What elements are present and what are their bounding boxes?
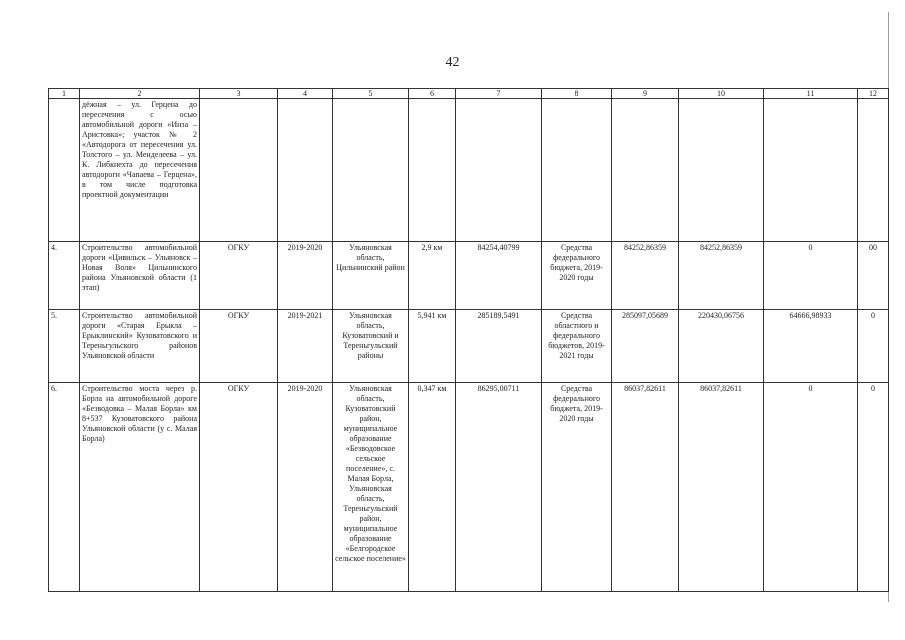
- amount-col9: 86037,82611: [612, 383, 679, 592]
- header-cell: 3: [200, 89, 278, 99]
- header-cell: 1: [49, 89, 80, 99]
- location: Ульяновская область, Цильнинский район: [333, 242, 409, 310]
- funding-source: Средства областного и федерального бюджетов, 2019-2021 годы: [542, 310, 612, 383]
- cost: 285189,5491: [456, 310, 542, 383]
- location: [333, 99, 409, 242]
- header-cell: 6: [409, 89, 456, 99]
- row-number: [49, 99, 80, 242]
- page-number: 42: [445, 55, 460, 70]
- header-cell: 9: [612, 89, 679, 99]
- table-row: [49, 242, 889, 310]
- length: 2,9 км: [409, 242, 456, 310]
- length: 0,347 км: [409, 383, 456, 592]
- object-name: Строительство моста через р. Борла на автомобильной дороге «Безводовка – Малая Борла» км 8+537 Кузоватовского района Ульяновской области (у с. Малая Борла): [80, 383, 200, 592]
- amount-col12: 00: [858, 242, 889, 310]
- row-number: 5.: [49, 310, 80, 383]
- amount-col11: 64666,98933: [764, 310, 858, 383]
- length: 5,941 км: [409, 310, 456, 383]
- customer: ОГКУ: [200, 310, 278, 383]
- period: 2019-2020: [278, 242, 333, 310]
- location: Ульяновская область, Кузоватовский и Тереньгульский районы: [333, 310, 409, 383]
- amount-col12: 0: [858, 310, 889, 383]
- funding-source: [542, 99, 612, 242]
- amount-col10: [679, 99, 764, 242]
- amount-col9: [612, 99, 679, 242]
- cost: 86295,00711: [456, 383, 542, 592]
- length: [409, 99, 456, 242]
- customer: ОГКУ: [200, 383, 278, 592]
- cost: 84254,40799: [456, 242, 542, 310]
- cost: [456, 99, 542, 242]
- customer: [200, 99, 278, 242]
- header-row: [49, 89, 889, 99]
- amount-col11: [764, 99, 858, 242]
- amount-col10: 86037,82611: [679, 383, 764, 592]
- header-cell: 11: [764, 89, 858, 99]
- amount-col12: [858, 99, 889, 242]
- amount-col12: 0: [858, 383, 889, 592]
- table-row: [49, 99, 889, 242]
- amount-col9: 285097,05689: [612, 310, 679, 383]
- period: 2019-2020: [278, 383, 333, 592]
- header-cell: 8: [542, 89, 612, 99]
- object-name: дёжная – ул. Герцена до пересечения с осью автомобильной дороги «Инза – Аристовка»; участок № 2 «Автодорога от пересечения ул. Толстого – ул. Менделеева – ул. К. Либкнехта до пересечения автодороги «Чапаева – Герцена», в том числе подготовка проектной документации: [80, 99, 200, 242]
- header-cell: 4: [278, 89, 333, 99]
- object-name: Строительство автомобильной дороги «Старая Ерыкла – Ерыклинский» Кузоватовского и Тереньгульского районов Ульяновской области: [80, 310, 200, 383]
- table-row: [49, 310, 889, 383]
- location: Ульяновская область, Кузоватовский район, муниципальное образование «Безводовское сельское поселение», с. Малая Борла, Ульяновская область, Тереньгульский район, муниципальное образование «Белгородское сельское поселение»: [333, 383, 409, 592]
- document-table: [48, 88, 889, 592]
- funding-source: Средства федерального бюджета, 2019-2020 годы: [542, 383, 612, 592]
- row-number: 6.: [49, 383, 80, 592]
- amount-col11: 0: [764, 242, 858, 310]
- header-cell: 2: [80, 89, 200, 99]
- period: [278, 99, 333, 242]
- header-cell: 5: [333, 89, 409, 99]
- customer: ОГКУ: [200, 242, 278, 310]
- amount-col11: 0: [764, 383, 858, 592]
- period: 2019-2021: [278, 310, 333, 383]
- amount-col9: 84252,86359: [612, 242, 679, 310]
- header-cell: 12: [858, 89, 889, 99]
- header-cell: 10: [679, 89, 764, 99]
- funding-source: Средства федерального бюджета, 2019-2020 годы: [542, 242, 612, 310]
- object-name: Строительство автомобильной дороги «Цивильск – Ульяновск – Новая Воля» Цильнинского района Ульяновской области (1 этап): [80, 242, 200, 310]
- header-cell: 7: [456, 89, 542, 99]
- row-number: 4.: [49, 242, 80, 310]
- amount-col10: 84252,86359: [679, 242, 764, 310]
- amount-col10: 220430,06756: [679, 310, 764, 383]
- table-row: [49, 383, 889, 592]
